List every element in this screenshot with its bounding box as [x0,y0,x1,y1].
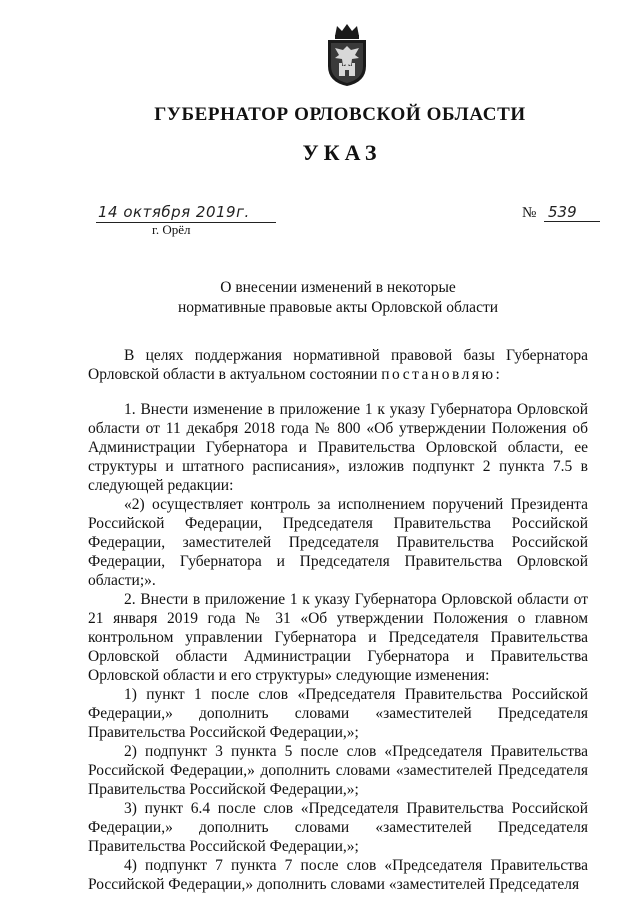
preamble-paragraph [88,346,588,384]
subclause-paragraph: 4) подпункт 7 пункта 7 после слов «Председателя Правительства Российской Федерации,» дополнить словами «заместителей Председателя [88,857,588,893]
city-label: г. Орёл [152,222,191,237]
orel-oblast-coat-of-arms-icon [321,22,373,88]
clause-paragraph: 2. Внести в приложение 1 к указу Губернатора Орловской области от 21 января 2019 года № 31 «Об утверждении Положения о главном контрольном управлении Губернатора и Председателя Правительства Орловской области Администрации Губернатора и Правительства Орловской области и его структуры» следующие изменения: [88,591,588,684]
clause-quote-paragraph: «2) осуществляет контроль за исполнением поручений Президента Российской Федерации, Председателя Правительства Российской Федерации, заместителей Председателя Правительства Российской Федерации, Губернатора и Председателя Правительства Орловской области;». [88,496,588,589]
subclause-paragraph: 2) подпункт 3 пункта 5 после слов «Председателя Правительства Российской Федерации,» дополнить словами «заместителей Председателя Правительства Российской Федерации,»; [88,743,588,798]
subject-line: нормативные правовые акты Орловской области [177,299,499,316]
handwritten-date: 14 октября 2019г. [98,203,250,221]
subject-line: О внесении изменений в некоторые [220,279,456,296]
document-type-title: УКАЗ [302,140,382,165]
document-subject [0,278,640,318]
preamble-text: В целях поддержания нормативной правовой базы Губернатора Орловской области в актуальном состоянии [88,347,588,383]
clause-paragraph: 1. Внести изменение в приложение 1 к указу Губернатора Орловской области от 11 декабря 2018 года № 800 «Об утверждении Положения об Администрации Губернатора и Правительства Орловской области, ее структуры и штатного расписания», изложив подпункт 2 пункта 7.5 в следующей редакции: [88,401,588,494]
document-body [88,346,588,894]
subclause-paragraph: 3) пункт 6.4 после слов «Председателя Правительства Российской Федерации,» дополнить словами «заместителей Председателя Правительства Российской Федерации,»; [88,800,588,855]
preamble-end: : [495,366,500,383]
number-sign: № [522,205,537,221]
subclause-paragraph: 1) пункт 1 после слов «Председателя Правительства Российской Федерации,» дополнить словами «заместителей Председателя Правительства Российской Федерации,»; [88,686,588,741]
organization-title: ГУБЕРНАТОР ОРЛОВСКОЙ ОБЛАСТИ [154,104,526,125]
number-underline [544,221,600,222]
preamble-keyword: постановляю [381,366,496,383]
handwritten-number: 539 [548,203,577,221]
